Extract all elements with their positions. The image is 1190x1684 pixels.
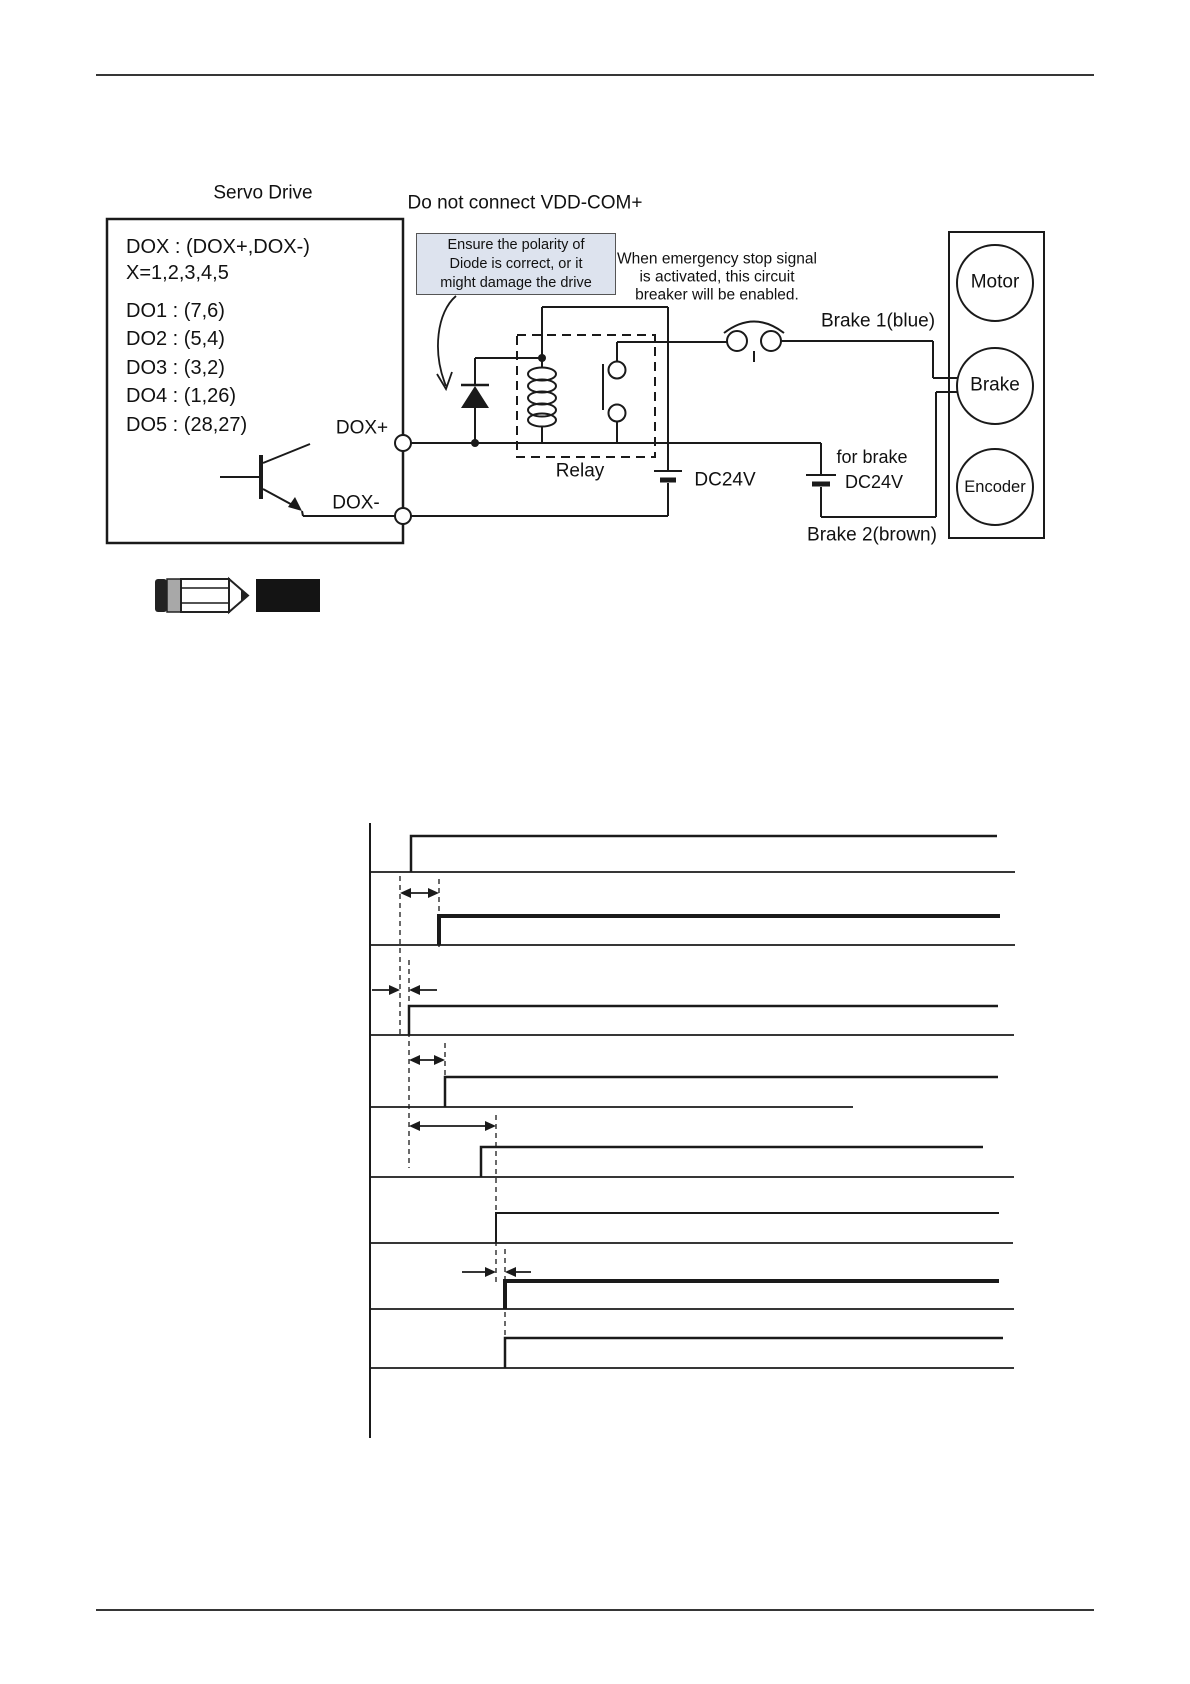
brake2-label: Brake 2(brown) <box>807 524 937 546</box>
pencil-note-icon <box>155 579 248 612</box>
motor-label: Motor <box>970 271 1020 293</box>
note-black-box <box>256 579 320 612</box>
do-pin-item: DO3 : (3,2) <box>126 357 225 379</box>
diode-note-line: Diode is correct, or it <box>449 255 583 272</box>
estop-note-line: When emergency stop signal <box>617 250 817 268</box>
relay-supply-label: DC24V <box>694 469 756 491</box>
do-pin-item: DO1 : (7,6) <box>126 300 225 322</box>
relay-label: Relay <box>555 460 605 482</box>
brake-label: Brake <box>970 374 1020 396</box>
relay-coil <box>528 307 668 443</box>
do-pin-item: DO2 : (5,4) <box>126 328 225 350</box>
brake1-wire <box>933 341 957 378</box>
relay-dashed-box <box>517 335 655 457</box>
do-not-connect-warning: Do not connect VDD-COM+ <box>407 192 643 214</box>
diode-note-line: Ensure the polarity of <box>447 236 585 253</box>
timing-diagram <box>370 823 1015 1438</box>
dox-plus-label: DOX+ <box>335 417 389 439</box>
timing-interval-arrows <box>372 888 531 1277</box>
timing-signal-rows <box>409 836 1003 1368</box>
dox-minus-terminal <box>395 508 411 524</box>
estop-note-line: breaker will be enabled. <box>635 286 799 304</box>
do-pin-item: DO5 : (28,27) <box>126 414 248 436</box>
relay-contact-switch <box>603 342 727 443</box>
diode-pointer-arrow <box>437 296 456 389</box>
encoder-label: Encoder <box>964 477 1026 496</box>
dox-range: X=1,2,3,4,5 <box>126 262 229 284</box>
servo-drive-title: Servo Drive <box>213 182 313 204</box>
brake-supply-label-line2: DC24V <box>844 472 904 493</box>
dox-plus-terminal <box>395 435 411 451</box>
dox-minus-label: DOX- <box>332 492 380 514</box>
dox-definition: DOX : (DOX+,DOX-) <box>126 236 310 258</box>
relay-battery <box>654 307 682 516</box>
diode-polarity-note <box>416 233 616 295</box>
do-pin-item: DO4 : (1,26) <box>126 385 237 407</box>
estop-note-line: is activated, this circuit <box>639 268 795 286</box>
diode-note-line: might damage the drive <box>440 274 592 291</box>
brake1-label: Brake 1(blue) <box>820 310 936 332</box>
brake-supply-label-line1: for brake <box>836 447 908 468</box>
